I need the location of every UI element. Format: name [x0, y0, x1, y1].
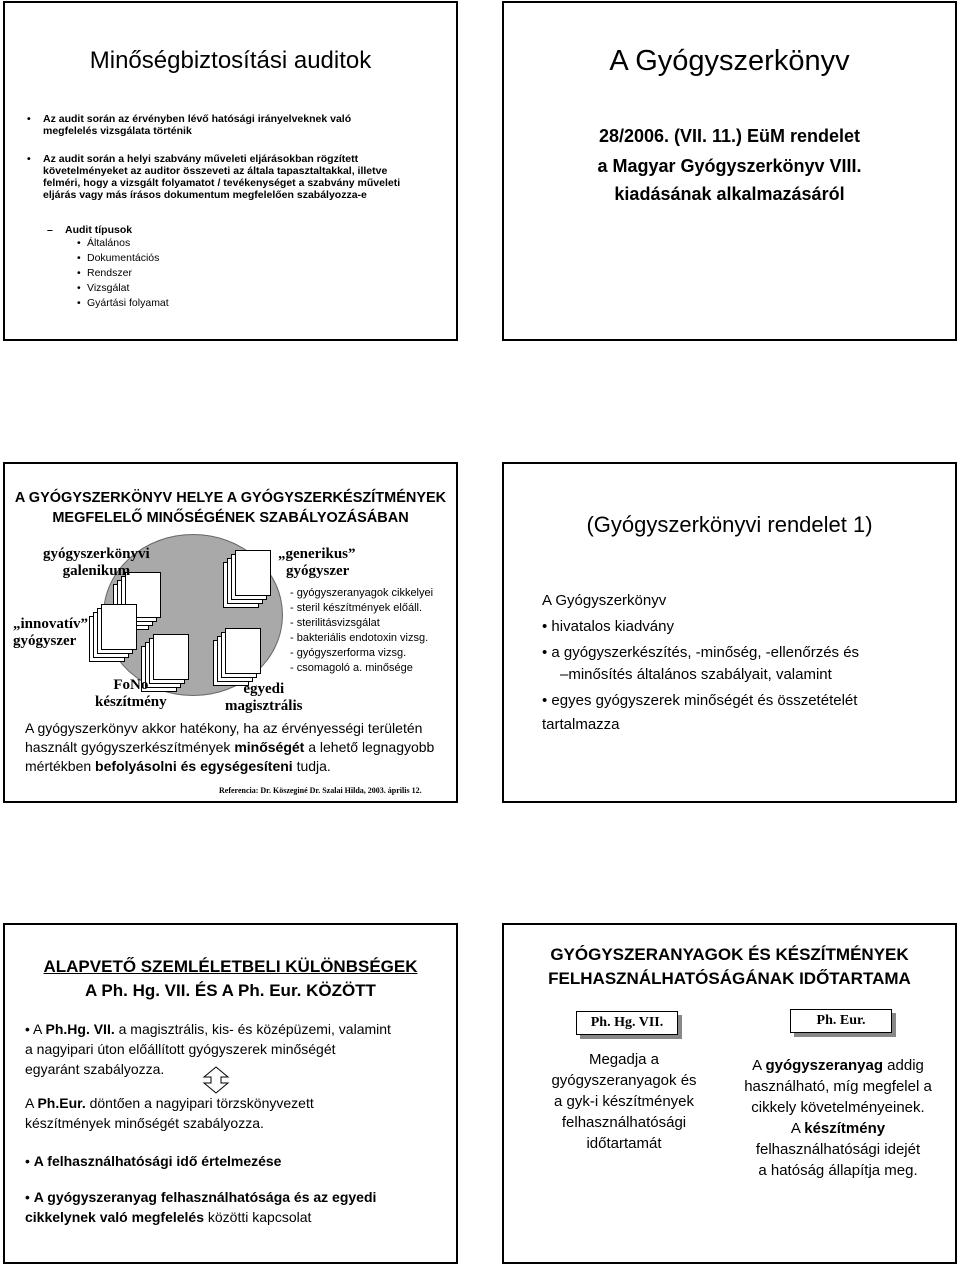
bullet-item: • A gyógyszeranyag felhasználhatósága és az egyedi cikkelynek való megfelelés közötti kapcsolat: [25, 1189, 377, 1225]
dash-icon: –: [47, 224, 53, 236]
requirements-list: [290, 586, 433, 676]
paragraph-ph-hg: • A Ph.Hg. VII. a magisztrális, kis- és középüzemi, valamint a nagyipari úton előállított gyógyszerek minőségét egyaránt szabályozza.: [25, 1021, 391, 1077]
decree-line: kiadásának alkalmazásáról: [614, 184, 845, 204]
bullet-item: • A felhasználhatósági idő értelmezése: [25, 1153, 282, 1169]
label-fono: FoNo készítmény: [95, 677, 167, 710]
slide-pharmacopoeia-role: [3, 462, 458, 803]
ph-eur-tag: Ph. Eur.: [790, 1009, 892, 1033]
label-generic-drug: „generikus” gyógyszer: [278, 546, 356, 579]
bullet-item: • hivatalos kiadvány: [542, 618, 674, 635]
slide-heading: A Ph. Hg. VII. ÉS A Ph. Eur. KÖZÖTT: [85, 981, 376, 1000]
label-innovative-drug: „innovatív” gyógyszer: [13, 616, 89, 649]
bullet-continuation: –minősítés általános szabályait, valamint: [560, 666, 832, 683]
subtitle: A Gyógyszerkönyv: [542, 592, 667, 609]
slide-pharmacopoeia: [502, 1, 957, 341]
slide-differences: [3, 923, 458, 1264]
bullet-dot-icon: •: [27, 113, 31, 125]
slide-shelf-life: [502, 923, 957, 1264]
slide-title: A Gyógyszerkönyv: [609, 45, 850, 77]
slide-heading: ALAPVETŐ SZEMLÉLETBELI KÜLÖNBSÉGEK: [43, 957, 418, 976]
bullet-item: • a gyógyszerkészítés, -minőség, -ellenőrzés és: [542, 644, 860, 661]
slide-heading: GYÓGYSZERANYAGOK ÉS KÉSZÍTMÉNYEK: [550, 945, 909, 964]
bullet-item: • Az audit során az érvényben lévő hatósági irányelveknek való megfelelés vizsgálata történik: [27, 113, 352, 137]
label-pharmacopoeial-galenic: gyógyszerkönyvi galenikum: [43, 546, 150, 579]
ph-eur-description: A gyógyszeranyag addig használható, míg megfelel a cikkely követelményeinek. A készítmény felhasználhatósági idejét a hatóság állapítja meg.: [744, 1057, 932, 1179]
slide-title: (Gyógyszerkönyvi rendelet 1): [586, 512, 873, 537]
paragraph-ph-eur: A Ph.Eur. döntően a nagyipari törzskönyvezett készítmények minőségét szabályozza.: [25, 1095, 314, 1131]
bullet-item: • Az audit során a helyi szabvány műveleti eljárásokban rögzített követelményeket az auditor összeveti az általa tapasztaltakkal, illetve felméri, hogy a vizsgált folyamatot / tevékenységet a szabvány műveleti eljárás vagy más írásos dokumentum megfelelően szabályozza-e: [27, 153, 401, 201]
list-item: • Vizsgálat: [87, 281, 169, 296]
list-item: - csomagoló a. minősége: [290, 662, 413, 674]
list-item: - gyógyszerforma vizsg.: [290, 647, 407, 659]
bullet-continuation: tartalmazza: [542, 716, 620, 733]
bullet-item: • egyes gyógyszerek minőségét és összetételét: [542, 692, 858, 709]
slide-decree: [502, 462, 957, 803]
ph-hg-description: Megadja a gyógyszeranyagok és a gyk-i készítmények felhasználhatósági időtartamát: [551, 1051, 697, 1152]
label-magistral: egyedi magisztrális: [225, 681, 303, 714]
ph-hg-tag: Ph. Hg. VII.: [576, 1011, 678, 1035]
summary-paragraph: A gyógyszerkönyv akkor hatékony, ha az érvényességi területén használt gyógyszerkészítmények minőségét a lehető legnagyobb mértékben befolyásolni és egységesíteni tudja.: [25, 720, 435, 774]
list-item: - gyógyszeranyagok cikkelyei: [290, 587, 434, 599]
decree-line: 28/2006. (VII. 11.) EüM rendelet: [598, 126, 861, 146]
list-item: - bakteriális endotoxin vizsg.: [290, 632, 429, 644]
reference-note: Referencia: Dr. Köszeginé Dr. Szalai Hilda, 2003. április 12.: [219, 786, 422, 795]
slide-heading: A GYÓGYSZERKÖNYV HELYE A GYÓGYSZERKÉSZÍTMÉNYEK: [14, 490, 447, 506]
slide-heading: MEGFELELŐ MINŐSÉGÉNEK SZABÁLYOZÁSÁBAN: [52, 510, 409, 526]
list-item: - steril készítmények előáll.: [290, 602, 423, 614]
audit-types-heading: – Audit típusok: [47, 224, 133, 236]
list-item: • Gyártási folyamat: [87, 296, 169, 311]
decree-line: a Magyar Gyógyszerkönyv VIII.: [597, 156, 862, 176]
slide-title: Minőségbiztosítási auditok: [89, 47, 372, 74]
list-item: • Rendszer: [87, 266, 169, 281]
double-arrow-icon: [201, 1065, 231, 1095]
list-item: • Általános: [87, 236, 169, 251]
slide-audits: [3, 1, 458, 341]
slide-heading: FELHASZNÁLHATÓSÁGÁNAK IDŐTARTAMA: [548, 969, 911, 988]
bullet-dot-icon: •: [27, 153, 31, 165]
list-item: • Dokumentációs: [87, 251, 169, 266]
list-item: - sterilitásvizsgálat: [290, 617, 380, 629]
audit-types-list: [87, 236, 169, 311]
